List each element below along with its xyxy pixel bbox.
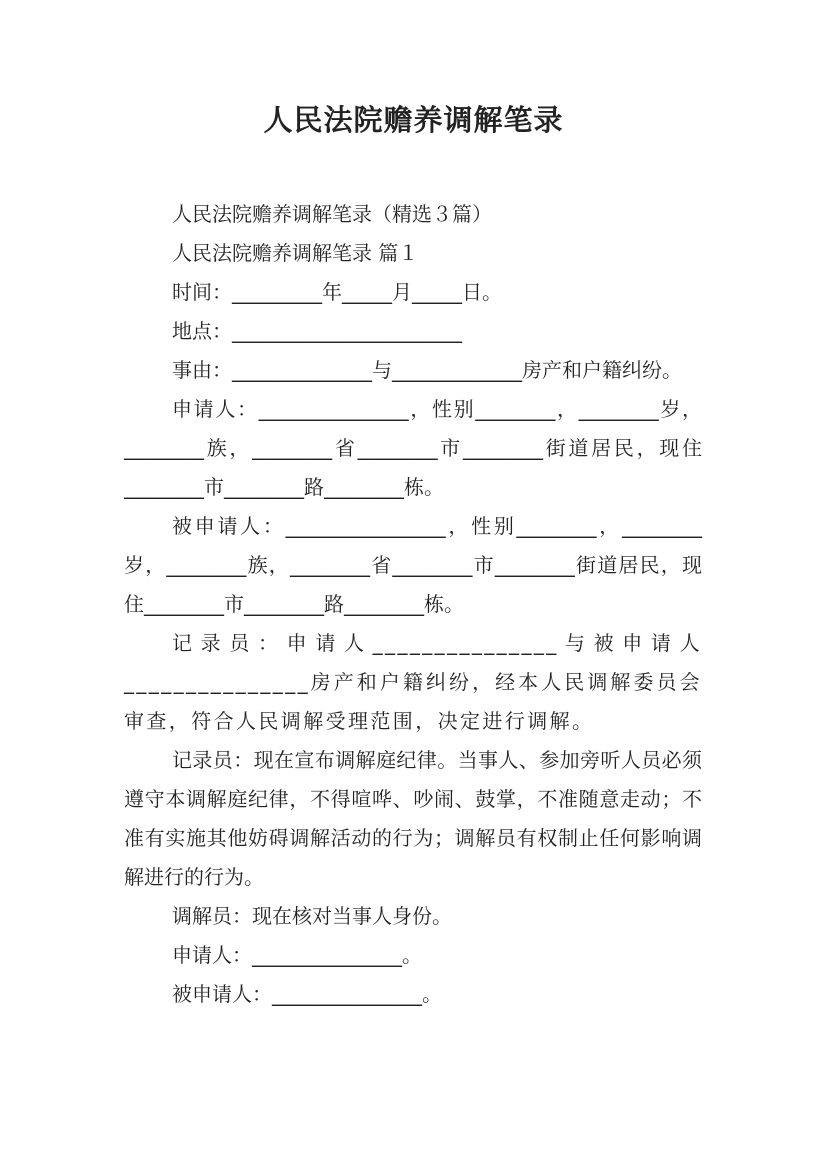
paragraph-court-rules: 记录员：现在宣布调解庭纪律。当事人、参加旁听人员必须遵守本调解庭纪律，不得喧哗、吵闹、鼓掌，不准随意走动；不准有实施其他妨碍调解活动的行为；调解员有权制止任何影响调解进行的行为。	[124, 748, 702, 889]
paragraph-reason: 事由：______________与_____________房产和户籍纠纷。	[172, 358, 682, 382]
paragraph-time: 时间：_________年_____月_____日。	[172, 280, 502, 304]
paragraph-identity-check: 调解员：现在核对当事人身份。	[172, 904, 452, 928]
paragraph-location: 地点：_______________________	[172, 319, 462, 343]
paragraph-respondent-blank: 被申请人：_______________。	[172, 982, 442, 1006]
document-body	[124, 195, 702, 1014]
paragraph-subtitle: 人民法院赡养调解笔录（精选３篇）	[172, 202, 492, 226]
paragraph-applicant: 申请人：_______________，性别________，________岁，________族，________省________市________街道居民，现住________市________路________栋。	[124, 397, 702, 499]
paragraph-recorder-statement: 记录员：申请人_______________与被申请人_______________房产和户籍纠纷，经本人民调解委员会审查，符合人民调解受理范围，决定进行调解。	[124, 631, 702, 733]
document-title: 人民法院赡养调解笔录	[263, 103, 564, 137]
paragraph-applicant-blank: 申请人：_______________。	[172, 943, 422, 967]
paragraph-section-heading: 人民法院赡养调解笔录 篇１	[172, 241, 419, 265]
paragraph-respondent: 被申请人：________________，性别________，________岁，________族，________省________市________街道居民，现住________市________路________栋。	[124, 514, 702, 616]
